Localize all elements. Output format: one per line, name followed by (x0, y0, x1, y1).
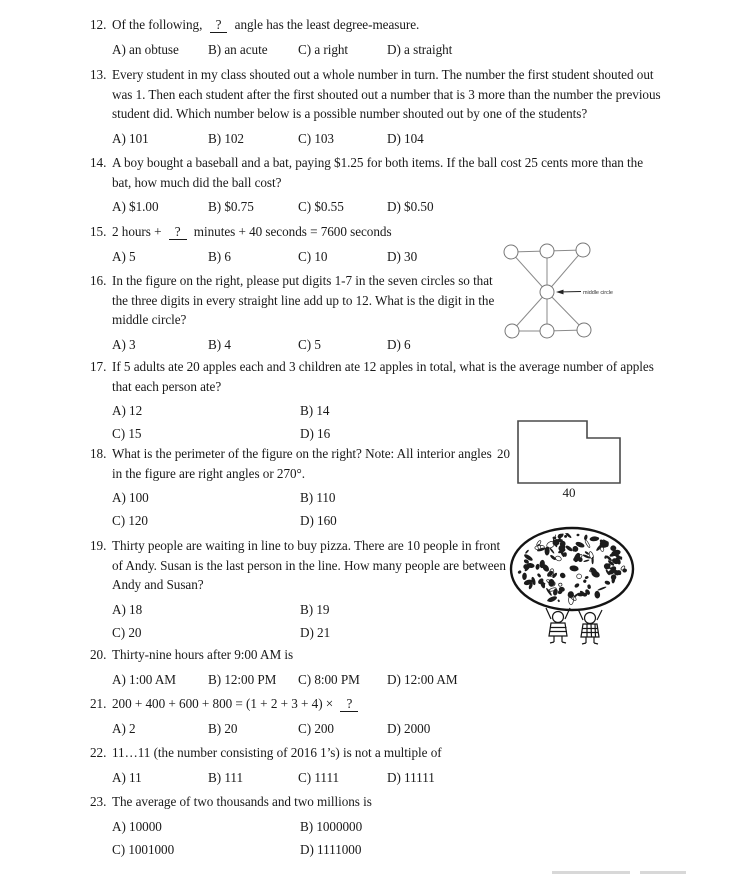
perimeter-bottom-label: 40 (562, 485, 576, 500)
question-13 (90, 65, 661, 152)
figure-circle-puzzle (498, 236, 648, 342)
option-c: C) a right (298, 41, 349, 57)
option-d: D) 104 (387, 130, 424, 146)
question-text-line: 18. What is the perimeter of the figure on the right? Note: All interior angles (90, 444, 492, 464)
option-a: A) 11 (112, 769, 142, 785)
option-b: B) 19 (300, 601, 330, 617)
answer-blank: ? (169, 225, 187, 240)
option-row (112, 197, 643, 220)
option-b: B) 14 (300, 403, 330, 418)
question-number: 16. (90, 273, 107, 288)
page-edge-artifact (552, 871, 630, 874)
person-right-icon (578, 609, 602, 644)
option-row (112, 335, 494, 358)
puzzle-circle (540, 324, 554, 338)
question-20 (90, 645, 458, 693)
option-b: B) an acute (208, 41, 268, 57)
option-c: C) 10 (298, 248, 328, 264)
options (112, 129, 661, 152)
option-d: D) a straight (387, 41, 453, 57)
question-number: 22. (90, 745, 107, 760)
question-text-line: 23. The average of two thousands and two millions is (90, 792, 372, 812)
option-a: A) 1:00 AM (112, 671, 176, 687)
option-c: C) 1111 (298, 769, 340, 785)
option-row (112, 670, 458, 693)
question-text-line: 15. 2 hours + ? minutes + 40 seconds = 7600 seconds (90, 222, 392, 242)
option-a: A) 5 (112, 248, 136, 264)
person-left-icon (546, 608, 570, 643)
figure-perimeter-shape (492, 414, 632, 500)
option-a: A) 2 (112, 720, 136, 736)
option-c: C) 1001000 (112, 841, 175, 857)
question-text-line: middle circle? (112, 312, 187, 327)
option-d: D) 30 (387, 248, 418, 264)
option-c: C) 15 (112, 426, 142, 441)
question-12 (90, 15, 453, 63)
option-d: D) 12:00 AM (387, 671, 458, 687)
question-15 (90, 222, 418, 270)
option-a: A) 18 (112, 601, 143, 617)
question-text-line: 19. Thirty people are waiting in line to buy pizza. There are 10 people in front (90, 536, 506, 556)
option-b: B) 102 (208, 130, 244, 146)
option-b: B) 20 (208, 720, 238, 736)
question-text-line: bat, how much did the ball cost? (112, 174, 282, 190)
option-a: A) an obtuse (112, 41, 179, 57)
question-16 (90, 271, 494, 358)
options (112, 488, 492, 534)
puzzle-circle (504, 245, 518, 259)
option-a: A) 3 (112, 336, 136, 352)
puzzle-circle (576, 243, 590, 257)
option-b: B) 111 (208, 769, 243, 785)
option-d: D) 1111000 (300, 841, 362, 857)
option-d: D) 16 (300, 426, 331, 441)
option-b: B) 6 (208, 248, 231, 264)
options (112, 768, 442, 791)
question-text-line: 17. If 5 adults ate 20 apples each and 3 children ate 12 apples in total, what is the average number of apples (90, 357, 654, 377)
option-row (112, 840, 372, 863)
option-row (112, 129, 661, 152)
puzzle-circle (540, 244, 554, 258)
option-a: A) 100 (112, 490, 149, 505)
question-text-line: 20. Thirty-nine hours after 9:00 AM is (90, 645, 293, 665)
question-text-line: 22. 11…11 (the number consisting of 2016 1’s) is not a multiple of (90, 743, 442, 763)
option-a: A) $1.00 (112, 199, 159, 214)
option-b: B) 4 (208, 336, 231, 352)
question-text-line: Andy and Susan? (112, 577, 204, 592)
question-text-line: in the figure are right angles or 270°. (112, 465, 306, 481)
question-text-line: student did. Which number below is a possible number shouted out by one of the students? (112, 106, 588, 121)
option-d: D) 6 (387, 336, 411, 352)
question-18 (90, 444, 492, 534)
answer-blank: ? (340, 697, 358, 712)
perimeter-polygon (518, 421, 620, 483)
option-d: D) $0.50 (387, 199, 434, 214)
question-number: 15. (90, 224, 107, 239)
question-21 (90, 694, 431, 742)
question-text-line: the three digits in every straight line add up to 12. What is the digit in the (112, 292, 495, 308)
option-c: C) 5 (298, 336, 321, 352)
option-row (112, 623, 506, 646)
option-d: D) 2000 (387, 720, 431, 736)
puzzle-circle (577, 323, 591, 337)
question-text-line: that each person ate? (112, 378, 222, 394)
option-a: A) 12 (112, 403, 143, 418)
question-number: 19. (90, 538, 107, 553)
question-text-line: of Andy. Susan is the last person in the line. How many people are between (112, 557, 506, 573)
options (112, 719, 431, 742)
question-text-line: 12. Of the following, ? angle has the least degree-measure. (90, 15, 419, 35)
option-c: C) 120 (112, 513, 148, 528)
question-14 (90, 153, 643, 220)
figure-pizza-cartoon (506, 524, 638, 646)
question-number: 12. (90, 17, 107, 32)
options (112, 817, 372, 863)
option-b: B) 1000000 (300, 818, 363, 834)
option-row (112, 488, 492, 511)
option-row (112, 40, 453, 63)
option-c: C) 103 (298, 130, 334, 146)
options (112, 247, 418, 270)
option-a: A) 10000 (112, 818, 162, 834)
option-d: D) 160 (300, 513, 337, 528)
option-row (112, 600, 506, 623)
question-number: 18. (90, 446, 107, 461)
question-text-line: 13. Every student in my class shouted out a whole number in turn. The number the first student shouted out (90, 65, 661, 85)
answer-blank: ? (210, 18, 228, 33)
question-number: 23. (90, 794, 107, 809)
options (112, 40, 453, 63)
option-row (112, 247, 418, 270)
options (112, 600, 506, 646)
question-text-line: 21. 200 + 400 + 600 + 800 = (1 + 2 + 3 + 4) × ? (90, 694, 362, 714)
options (112, 670, 458, 693)
question-number: 17. (90, 359, 107, 374)
puzzle-circle (505, 324, 519, 338)
page-edge-artifact (640, 871, 686, 874)
arrow-head-icon (556, 290, 564, 295)
question-19 (90, 536, 506, 646)
option-b: B) 12:00 PM (208, 671, 277, 687)
option-b: B) 110 (300, 490, 336, 505)
options (112, 335, 494, 358)
middle-circle-label: middle circle (583, 290, 613, 296)
option-row (112, 817, 372, 840)
option-d: D) 21 (300, 624, 331, 640)
option-c: C) 200 (298, 720, 334, 736)
puzzle-middle-circle (540, 285, 554, 299)
question-number: 13. (90, 67, 107, 82)
option-d: D) 11111 (387, 769, 435, 785)
option-row (112, 719, 431, 742)
question-22 (90, 743, 442, 791)
option-row (112, 511, 492, 534)
option-row (112, 768, 442, 791)
question-23 (90, 792, 372, 863)
option-c: C) $0.55 (298, 199, 344, 214)
question-text-line: 14. A boy bought a baseball and a bat, paying $1.25 for both items. If the ball cost 25 cents more than the (90, 153, 643, 173)
option-b: B) $0.75 (208, 199, 254, 214)
question-text-line: 16. In the figure on the right, please put digits 1-7 in the seven circles so that (90, 271, 494, 291)
options (112, 197, 643, 220)
perimeter-left-label: 20 (497, 446, 510, 461)
question-number: 21. (90, 696, 107, 711)
question-number: 20. (90, 647, 107, 662)
option-c: C) 8:00 PM (298, 671, 360, 687)
option-a: A) 101 (112, 130, 149, 146)
question-number: 14. (90, 155, 107, 170)
option-c: C) 20 (112, 624, 142, 640)
question-text-line: was 1. Then each student after the first shouted out a number that is 3 more than the number the previous (112, 86, 661, 102)
